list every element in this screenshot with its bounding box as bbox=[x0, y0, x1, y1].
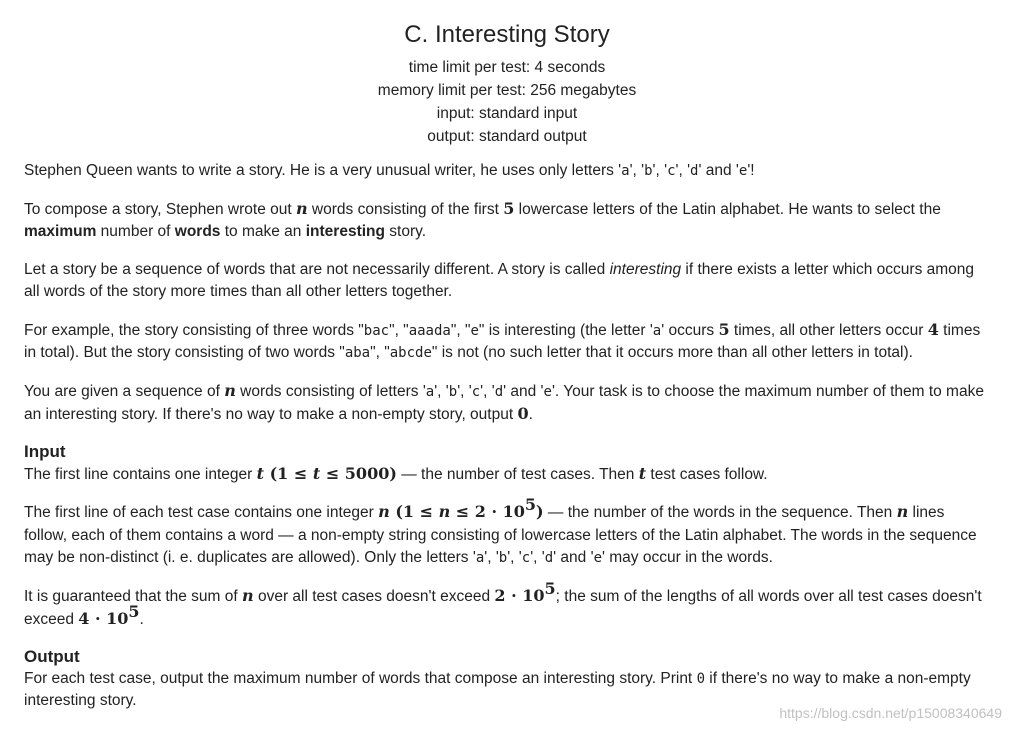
input-file: input: standard input bbox=[436, 105, 578, 122]
memory-limit: memory limit per test: 256 megabytes bbox=[377, 82, 637, 99]
legend-paragraph-5: You are given a sequence of n words consisting of letters 'a', 'b', 'c', 'd' and 'e'. Your task is to choose the maximum number of them to make an interesting story. If there's no way to make a non-empty story, output 0. bbox=[24, 380, 984, 423]
problem-header bbox=[24, 18, 990, 148]
problem-statement bbox=[24, 18, 990, 713]
problem-title: C. Interesting Story bbox=[404, 21, 610, 48]
legend-paragraph-3: Let a story be a sequence of words that are not necessarily different. A story is called interesting if there exists a letter which occurs among all words of the story more times than all other letters together. bbox=[24, 260, 975, 300]
input-section-title: Input bbox=[24, 441, 66, 461]
input-paragraph-2: The first line of each test case contains one integer n $(1 \le n \le 2 \cdot 10^5)$ — the number of the words in the sequence. Then n lines follow, each of them contains a word — a non-empty string consisting of lowercase letters of the Latin alphabet. The words in the sequence may be non-distinct (i. e. duplicates are allowed). Only the letters 'a', 'b', 'c', 'd' and 'e' may occur in the words. bbox=[24, 495, 977, 566]
output-file: output: standard output bbox=[427, 128, 587, 145]
input-paragraph-3: It is guaranteed that the sum of n over all test cases doesn't exceed $2 \cdot 10^5$; the sum of the lengths of all words over all test cases doesn't exceed $4 \cdot 10^5$. bbox=[24, 578, 982, 628]
csdn-watermark: https://blog.csdn.net/p15008340649 bbox=[779, 705, 1002, 721]
legend-paragraph-4: For example, the story consisting of three words "bac", "aaada", "e" is interesting (the letter 'a' occurs 5 times, all other letters occur 4 times in total). But the story consisting of two words "aba", "abcde" is not (no such letter that it occurs more than all other letters in total). bbox=[24, 319, 981, 361]
time-limit: time limit per test: 4 seconds bbox=[408, 59, 606, 76]
input-paragraph-1: The first line contains one integer t (1 ≤ t ≤ 5000) — the number of test cases. Then t test cases follow. bbox=[24, 463, 768, 483]
legend-paragraph-2: To compose a story, Stephen wrote out n words consisting of the first 5 lowercase letters of the Latin alphabet. He wants to select the maximum number of words to make an interesting story. bbox=[24, 198, 941, 240]
output-section-title: Output bbox=[24, 646, 80, 666]
legend-paragraph-1: Stephen Queen wants to write a story. He is a very unusual writer, he uses only letters 'a', 'b', 'c', 'd' and 'e'! bbox=[24, 162, 755, 179]
output-paragraph: For each test case, output the maximum number of words that compose an interesting story. Print 0 if there's no way to make a non-empty interesting story. bbox=[24, 669, 971, 709]
